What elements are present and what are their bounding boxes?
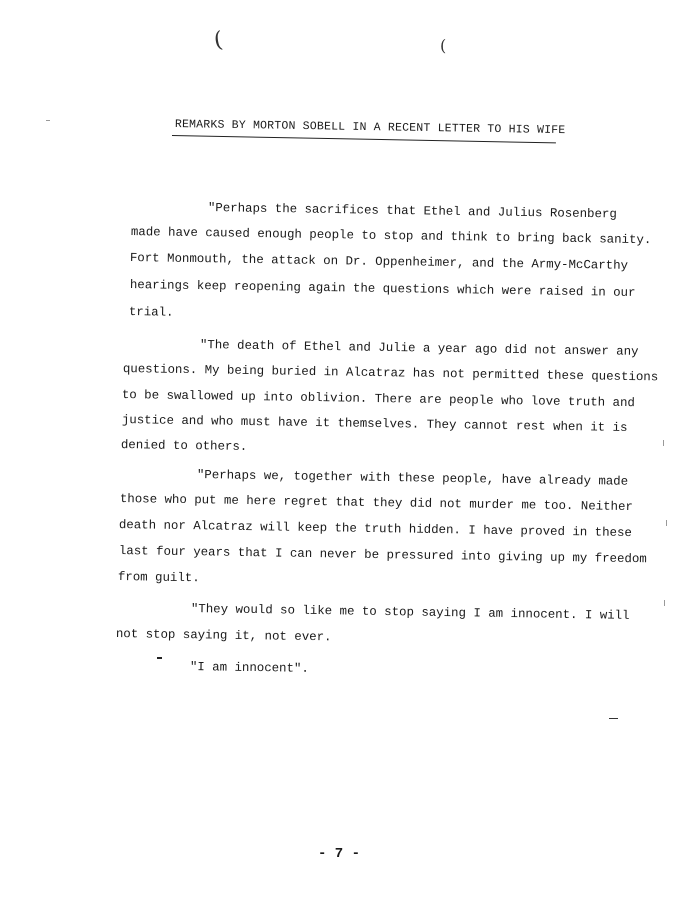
margin-speck xyxy=(663,440,664,446)
document-title: REMARKS BY MORTON SOBELL IN A RECENT LETTER TO HIS WIFE xyxy=(174,118,566,138)
paragraph-1-line-2: made have caused enough people to stop and think to bring back sanity. xyxy=(130,225,652,248)
paragraph-3-line-1: "Perhaps we, together with these people, have already made xyxy=(196,468,629,489)
margin-dash xyxy=(609,718,618,719)
paragraph-5-line-1: "I am innocent". xyxy=(189,660,309,676)
paragraph-3-line-4: last four years that I can never be pressured into giving up my freedom xyxy=(118,544,647,567)
scan-mark-left: ( xyxy=(212,27,225,54)
paragraph-2-line-5: denied to others. xyxy=(120,438,248,454)
scan-mark-right: ( xyxy=(440,36,447,55)
ink-mark xyxy=(157,657,162,659)
paragraph-1-line-1: "Perhaps the sacrifices that Ethel and Julius Rosenberg xyxy=(207,201,617,222)
paragraph-4-line-1: "They would so like me to stop saying I am innocent. I will xyxy=(190,602,630,623)
paragraph-1-line-3: Fort Monmouth, the attack on Dr. Oppenheimer, and the Army-McCarthy xyxy=(129,251,629,273)
paragraph-1-line-5: trial. xyxy=(128,305,174,320)
paragraph-3-line-3: death nor Alcatraz will keep the truth hidden. I have proved in these xyxy=(118,518,632,541)
margin-speck xyxy=(46,120,50,121)
paragraph-2-line-3: to be swallowed up into oblivion. There are people who love truth and xyxy=(121,388,635,411)
title-underline xyxy=(172,135,556,143)
page-number: - 7 - xyxy=(318,846,361,862)
paragraph-2-line-1: "The death of Ethel and Julie a year ago did not answer any xyxy=(199,338,639,359)
paragraph-2-line-4: justice and who must have it themselves. They cannot rest when it is xyxy=(121,413,628,435)
paragraph-4-line-2: not stop saying it, not ever. xyxy=(115,627,332,645)
margin-speck xyxy=(664,600,665,606)
margin-speck xyxy=(666,520,667,526)
paragraph-1-line-4: hearings keep reopening again the questions which were raised in our xyxy=(129,278,636,300)
paragraph-3-line-2: those who put me here regret that they did not murder me too. Neither xyxy=(119,492,633,515)
paragraph-2-line-2: questions. My being buried in Alcatraz has not permitted these questions xyxy=(122,362,659,385)
paragraph-3-line-5: from guilt. xyxy=(117,570,200,586)
